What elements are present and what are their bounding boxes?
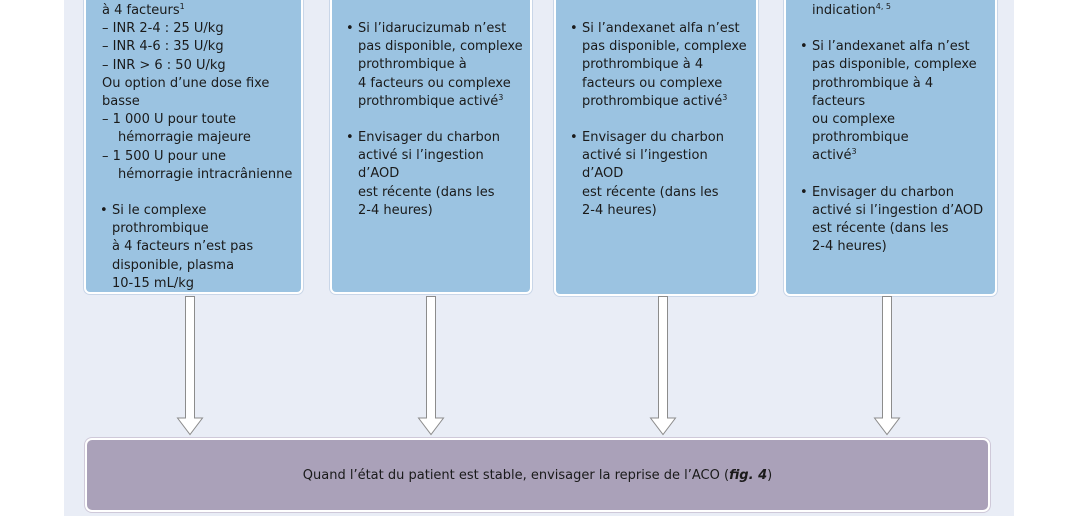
inr-dose-3: – INR > 6 : 50 U/kg — [102, 57, 226, 73]
bullet-dot: • — [346, 130, 354, 146]
inr-dose-1: – INR 2-4 : 25 U/kg — [102, 21, 224, 37]
resume-anticoagulant-text: Quand l’état du patient est stable, envisager la reprise de l’ACO (fig. 4) — [302, 467, 773, 483]
fixed-dose-option: Ou option d’une dose fixe — [102, 75, 270, 91]
fixed-dose-1: – 1 000 U pour toute — [102, 112, 236, 128]
treatment-box-vka — [84, 0, 303, 294]
down-arrow-icon — [873, 296, 901, 436]
bullet-dot: • — [800, 184, 808, 200]
bullet-dot: • — [346, 21, 354, 36]
resume-anticoagulant-box — [85, 438, 990, 512]
treatment-box-xa-inhibitor — [554, 0, 758, 296]
down-arrow-icon — [417, 296, 445, 436]
bullet-idarucizumab: • Si l’idarucizumab n’est pas disponible, complexe prothrombique à 4 facteurs ou complexe prothrombique activé$^3$ — [346, 0, 524, 111]
fixed-dose-2-cont: hémorragie intracrânienne — [118, 166, 293, 182]
fixed-dose-2: – 1 500 U pour une — [102, 148, 227, 164]
bullet-dot: • — [800, 39, 808, 55]
bullet-plasma: • Si le complexe prothrombique à 4 facteurs n’est pas disponible, plasma 10-15 mL/kg — [100, 202, 295, 293]
bullet-charcoal: • Envisager du charbon activé si l’ingestion d’AOD est récente (dans les 2-4 heures) — [800, 184, 989, 257]
figure-reference: fig. 4 — [729, 467, 768, 483]
box-line: à 4 facteurs$^1$ — [102, 2, 185, 18]
fixed-dose-option-cont: basse — [102, 94, 140, 110]
inr-dose-2: – INR 4-6 : 35 U/kg — [102, 39, 224, 55]
bullet-dot: • — [570, 21, 578, 36]
bullet-andexanet: • Si l’andexanet alfa n’est pas disponible, complexe prothrombique à 4 facteurs ou complexe prothrombique activé$^3$ — [800, 38, 989, 165]
bullet-dot: • — [570, 130, 578, 146]
indication-line: indication$^{4, 5}$ — [812, 2, 891, 18]
down-arrow-icon — [649, 296, 677, 436]
bullet-andexanet: • Si l’andexanet alfa n’est pas disponible, complexe prothrombique à 4 facteurs ou complexe prothrombique activé$^3$ — [570, 0, 750, 111]
treatment-box-dabigatran — [330, 0, 532, 294]
bullet-charcoal: • Envisager du charbon activé si l’ingestion d’AOD est récente (dans les 2-4 heures) — [570, 129, 750, 220]
fixed-dose-1-cont: hémorragie majeure — [118, 130, 251, 146]
treatment-box-edoxaban — [784, 0, 997, 296]
down-arrow-icon — [176, 296, 204, 436]
bullet-dot: • — [100, 203, 108, 219]
bullet-charcoal: • Envisager du charbon activé si l’ingestion d’AOD est récente (dans les 2-4 heures) — [346, 129, 524, 220]
